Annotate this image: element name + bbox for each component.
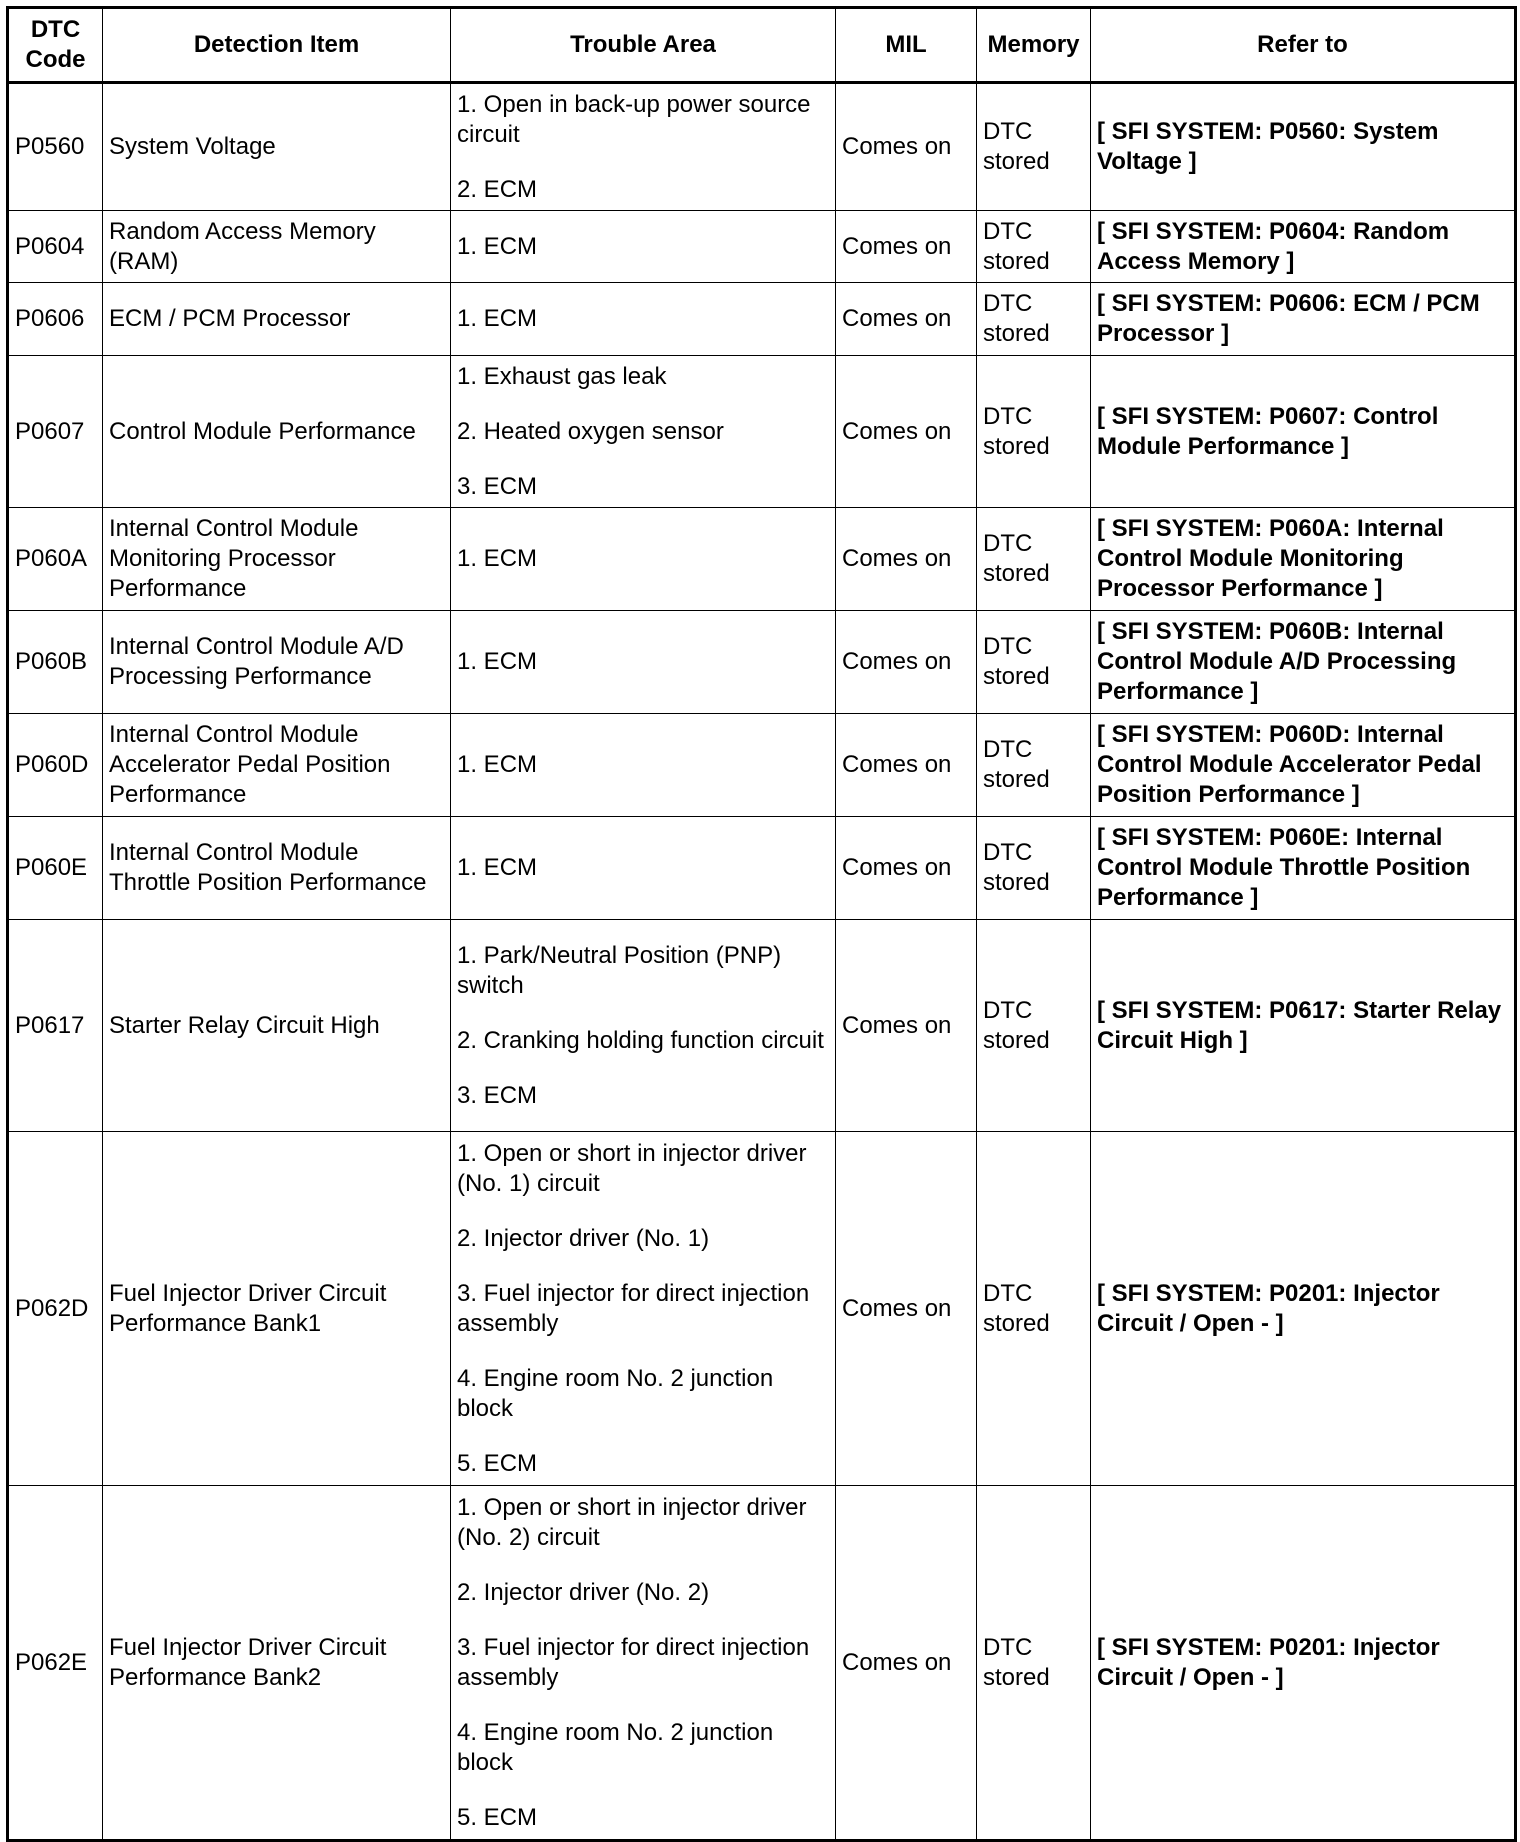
trouble-area-cell: [451, 283, 836, 356]
memory-cell: DTC stored: [977, 283, 1091, 356]
refer-to-cell: [ SFI SYSTEM: P060D: Internal Control Module Accelerator Pedal Position Performance ]: [1091, 714, 1516, 817]
header-dtc-code: DTC Code: [8, 8, 103, 83]
mil-cell: Comes on: [836, 211, 977, 283]
trouble-area-cell: [451, 211, 836, 283]
trouble-area-item: 2. Injector driver (No. 1): [457, 1224, 710, 1252]
trouble-area-item: 1. ECM: [457, 854, 538, 881]
table-row: [8, 920, 1516, 1132]
trouble-area-item: 1. Exhaust gas leak: [457, 362, 667, 390]
table-row: [8, 817, 1516, 920]
trouble-area-item: 1. ECM: [457, 305, 538, 332]
table-row: [8, 714, 1516, 817]
trouble-area-list: [457, 1493, 829, 1833]
dtc-code-cell: P0607: [8, 356, 103, 508]
table-row: [8, 1486, 1516, 1841]
table-row: [8, 356, 1516, 508]
trouble-area-item: 1. ECM: [457, 232, 538, 260]
trouble-area-item: 3. ECM: [457, 1081, 538, 1109]
refer-to-cell: [ SFI SYSTEM: P0201: Injector Circuit / Open - ]: [1091, 1132, 1516, 1486]
trouble-area-list: [457, 941, 829, 1111]
table-body: [8, 83, 1516, 1841]
mil-cell: Comes on: [836, 714, 977, 817]
trouble-area-cell: [451, 83, 836, 211]
dtc-code-cell: P0617: [8, 920, 103, 1132]
trouble-area-item: 1. ECM: [457, 648, 538, 675]
trouble-area-item: 2. Injector driver (No. 2): [457, 1578, 710, 1606]
trouble-area-list: [457, 544, 829, 574]
memory-cell: DTC stored: [977, 920, 1091, 1132]
header-refer-to: Refer to: [1091, 8, 1516, 83]
trouble-area-cell: [451, 817, 836, 920]
table-row: [8, 611, 1516, 714]
refer-to-cell: [ SFI SYSTEM: P0604: Random Access Memory ]: [1091, 211, 1516, 283]
trouble-area-cell: [451, 714, 836, 817]
mil-cell: Comes on: [836, 920, 977, 1132]
dtc-code-cell: P060D: [8, 714, 103, 817]
trouble-area-item: 1. ECM: [457, 751, 538, 778]
trouble-area-item: 1. Open or short in injector driver (No. 2) circuit: [457, 1493, 807, 1551]
trouble-area-item: 2. Heated oxygen sensor: [457, 417, 724, 445]
mil-cell: Comes on: [836, 83, 977, 211]
dtc-table-sheet: [6, 6, 1514, 1830]
refer-to-cell: [ SFI SYSTEM: P0606: ECM / PCM Processor ]: [1091, 283, 1516, 356]
trouble-area-item: 4. Engine room No. 2 junction block: [457, 1718, 774, 1776]
detection-item-cell: Control Module Performance: [103, 356, 451, 508]
memory-cell: DTC stored: [977, 211, 1091, 283]
refer-to-cell: [ SFI SYSTEM: P0607: Control Module Performance ]: [1091, 356, 1516, 508]
header-detection-item: Detection Item: [103, 8, 451, 83]
refer-to-cell: [ SFI SYSTEM: P060E: Internal Control Module Throttle Position Performance ]: [1091, 817, 1516, 920]
detection-item-cell: Internal Control Module Monitoring Processor Performance: [103, 508, 451, 611]
trouble-area-cell: [451, 611, 836, 714]
trouble-area-item: 2. ECM: [457, 175, 538, 203]
dtc-code-cell: P062D: [8, 1132, 103, 1486]
trouble-area-item: 3. Fuel injector for direct injection assembly: [457, 1279, 810, 1337]
refer-to-cell: [ SFI SYSTEM: P0560: System Voltage ]: [1091, 83, 1516, 211]
header-mil: MIL: [836, 8, 977, 83]
dtc-code-cell: P060B: [8, 611, 103, 714]
trouble-area-item: 1. Open or short in injector driver (No. 1) circuit: [457, 1139, 807, 1197]
trouble-area-cell: [451, 920, 836, 1132]
memory-cell: DTC stored: [977, 1132, 1091, 1486]
memory-cell: DTC stored: [977, 83, 1091, 211]
memory-cell: DTC stored: [977, 611, 1091, 714]
mil-cell: Comes on: [836, 356, 977, 508]
trouble-area-list: [457, 90, 829, 205]
memory-cell: DTC stored: [977, 817, 1091, 920]
table-row: [8, 211, 1516, 283]
table-row: [8, 508, 1516, 611]
dtc-code-cell: P060E: [8, 817, 103, 920]
mil-cell: Comes on: [836, 611, 977, 714]
memory-cell: DTC stored: [977, 356, 1091, 508]
header-trouble-area: Trouble Area: [451, 8, 836, 83]
trouble-area-item: 5. ECM: [457, 1449, 538, 1477]
detection-item-cell: Internal Control Module A/D Processing Performance: [103, 611, 451, 714]
mil-cell: Comes on: [836, 508, 977, 611]
refer-to-cell: [ SFI SYSTEM: P060A: Internal Control Module Monitoring Processor Performance ]: [1091, 508, 1516, 611]
trouble-area-list: [457, 1139, 829, 1479]
detection-item-cell: Random Access Memory (RAM): [103, 211, 451, 283]
trouble-area-item: 1. Park/Neutral Position (PNP) switch: [457, 941, 782, 999]
detection-item-cell: Starter Relay Circuit High: [103, 920, 451, 1132]
mil-cell: Comes on: [836, 1132, 977, 1486]
trouble-area-list: [457, 232, 829, 262]
trouble-area-item: 5. ECM: [457, 1803, 538, 1831]
trouble-area-cell: [451, 1132, 836, 1486]
trouble-area-item: 3. ECM: [457, 472, 538, 500]
trouble-area-cell: [451, 356, 836, 508]
trouble-area-cell: [451, 508, 836, 611]
dtc-code-cell: P060A: [8, 508, 103, 611]
detection-item-cell: Fuel Injector Driver Circuit Performance Bank1: [103, 1132, 451, 1486]
trouble-area-cell: [451, 1486, 836, 1841]
detection-item-cell: Internal Control Module Accelerator Pedal Position Performance: [103, 714, 451, 817]
table-header-row: [8, 8, 1516, 83]
trouble-area-item: 3. Fuel injector for direct injection assembly: [457, 1633, 810, 1691]
mil-cell: Comes on: [836, 283, 977, 356]
trouble-area-list: [457, 853, 829, 883]
detection-item-cell: ECM / PCM Processor: [103, 283, 451, 356]
trouble-area-list: [457, 750, 829, 780]
trouble-area-item: 2. Cranking holding function circuit: [457, 1026, 824, 1054]
detection-item-cell: System Voltage: [103, 83, 451, 211]
table-row: [8, 83, 1516, 211]
memory-cell: DTC stored: [977, 508, 1091, 611]
refer-to-cell: [ SFI SYSTEM: P0201: Injector Circuit / Open - ]: [1091, 1486, 1516, 1841]
table-row: [8, 1132, 1516, 1486]
mil-cell: Comes on: [836, 817, 977, 920]
dtc-code-cell: P0560: [8, 83, 103, 211]
memory-cell: DTC stored: [977, 714, 1091, 817]
mil-cell: Comes on: [836, 1486, 977, 1841]
trouble-area-item: 1. ECM: [457, 545, 538, 572]
refer-to-cell: [ SFI SYSTEM: P060B: Internal Control Module A/D Processing Performance ]: [1091, 611, 1516, 714]
trouble-area-list: [457, 362, 829, 502]
trouble-area-item: 1. Open in back-up power source circuit: [457, 90, 811, 148]
dtc-code-cell: P0606: [8, 283, 103, 356]
trouble-area-list: [457, 647, 829, 677]
dtc-code-cell: P0604: [8, 211, 103, 283]
table-row: [8, 283, 1516, 356]
dtc-table: [6, 6, 1517, 1842]
refer-to-cell: [ SFI SYSTEM: P0617: Starter Relay Circuit High ]: [1091, 920, 1516, 1132]
trouble-area-list: [457, 304, 829, 334]
trouble-area-item: 4. Engine room No. 2 junction block: [457, 1364, 774, 1422]
detection-item-cell: Internal Control Module Throttle Position Performance: [103, 817, 451, 920]
detection-item-cell: Fuel Injector Driver Circuit Performance Bank2: [103, 1486, 451, 1841]
memory-cell: DTC stored: [977, 1486, 1091, 1841]
header-memory: Memory: [977, 8, 1091, 83]
dtc-code-cell: P062E: [8, 1486, 103, 1841]
